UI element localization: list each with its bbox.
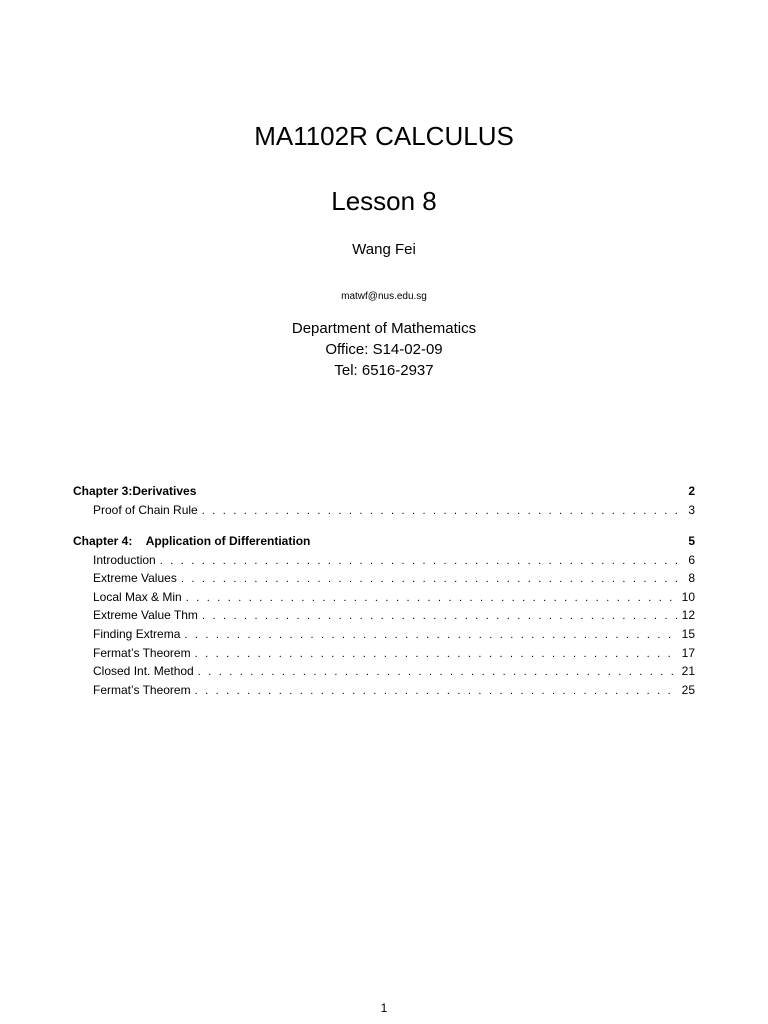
toc-entry[interactable] bbox=[73, 606, 695, 625]
dot-leader bbox=[181, 570, 677, 588]
page-number: 1 bbox=[380, 1001, 388, 1015]
chapter-page: 5 bbox=[688, 533, 695, 548]
entry-label: Local Max & Min bbox=[93, 589, 182, 604]
dot-leader bbox=[195, 645, 677, 663]
toc-entry[interactable] bbox=[73, 569, 695, 588]
entry-label: Extreme Values bbox=[93, 571, 177, 586]
office: Office: S14-02-09 bbox=[325, 341, 443, 358]
chapter-number: Chapter 4: bbox=[73, 533, 146, 548]
author-email: matwf@nus.edu.sg bbox=[341, 291, 427, 302]
dot-leader bbox=[195, 682, 677, 700]
toc-entry[interactable] bbox=[73, 681, 695, 700]
dot-leader bbox=[202, 502, 677, 520]
entry-page: 25 bbox=[681, 682, 695, 697]
department: Department of Mathematics bbox=[291, 320, 477, 337]
entry-page: 6 bbox=[688, 552, 695, 567]
toc-entry[interactable] bbox=[73, 551, 695, 570]
toc-chapter-3[interactable] bbox=[73, 482, 695, 501]
lesson-title: Lesson 8 bbox=[331, 186, 437, 216]
entry-label: Fermat’s Theorem bbox=[93, 682, 191, 697]
entry-label: Introduction bbox=[93, 552, 156, 567]
toc-entry[interactable] bbox=[73, 588, 695, 607]
chapter-page: 2 bbox=[688, 484, 695, 498]
dot-leader bbox=[198, 663, 677, 681]
table-of-contents bbox=[73, 482, 695, 699]
dot-leader bbox=[160, 552, 677, 570]
contact-block bbox=[0, 318, 768, 381]
chapter-title: Derivatives bbox=[132, 484, 197, 498]
course-title: MA1102R CALCULUS bbox=[254, 121, 514, 151]
entry-page: 15 bbox=[681, 626, 695, 641]
toc-entry[interactable] bbox=[73, 625, 695, 644]
entry-label: Extreme Value Thm bbox=[93, 608, 198, 623]
toc-entry[interactable] bbox=[73, 501, 695, 520]
toc-chapter-4[interactable] bbox=[73, 532, 695, 551]
entry-page: 8 bbox=[688, 571, 695, 586]
telephone: Tel: 6516-2937 bbox=[334, 362, 434, 379]
toc-entry[interactable] bbox=[73, 662, 695, 681]
chapter-number: Chapter 3: bbox=[73, 484, 133, 498]
entry-page: 12 bbox=[681, 608, 695, 623]
entry-label: Closed Int. Method bbox=[93, 664, 194, 679]
entry-page: 17 bbox=[681, 645, 695, 660]
dot-leader bbox=[186, 589, 677, 607]
entry-page: 3 bbox=[688, 503, 695, 517]
dot-leader bbox=[202, 607, 677, 625]
entry-page: 10 bbox=[681, 589, 695, 604]
entry-label: Finding Extrema bbox=[93, 626, 181, 641]
toc-entry[interactable] bbox=[73, 644, 695, 663]
entry-page: 21 bbox=[681, 664, 695, 679]
chapter-title: Application of Differentiation bbox=[145, 533, 311, 548]
dot-leader bbox=[184, 626, 677, 644]
author-name: Wang Fei bbox=[352, 241, 416, 258]
entry-label: Proof of Chain Rule bbox=[93, 503, 198, 517]
entry-label: Fermat’s Theorem bbox=[93, 645, 191, 660]
